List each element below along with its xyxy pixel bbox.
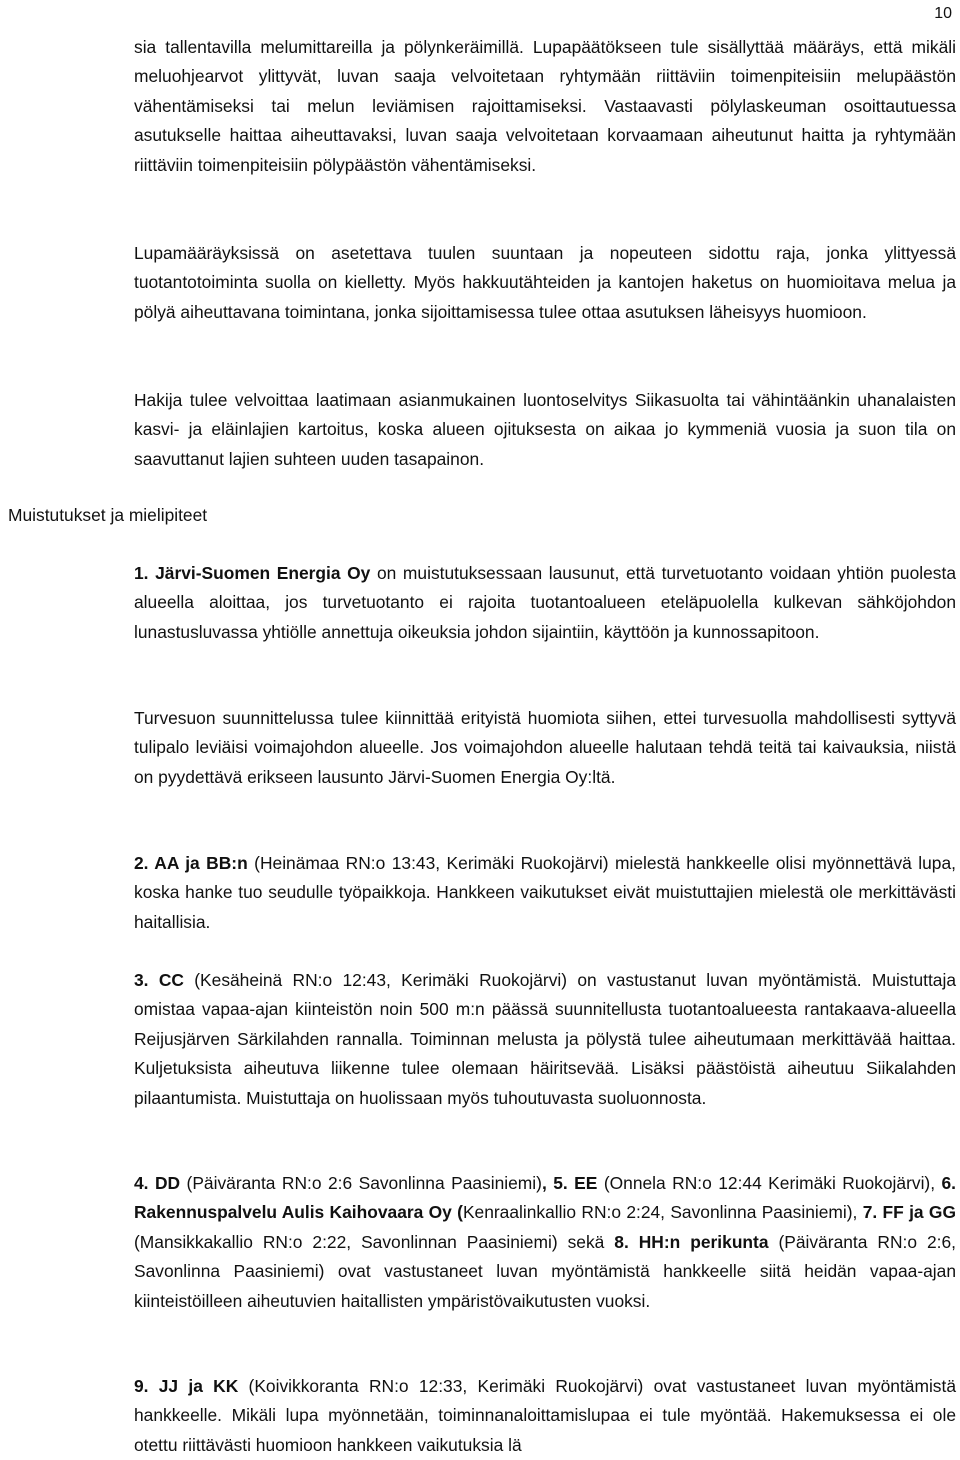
- objection-1-continued: [134, 704, 956, 792]
- objector-name-5: , 5. EE: [541, 1173, 598, 1193]
- objector-name: 9. JJ ja KK: [134, 1376, 239, 1396]
- objection-text: Kenraalinkallio RN:o 2:24, Savonlinna Paasiniemi),: [462, 1202, 863, 1223]
- objection-text: (Koivikkoranta RN:o 12:33, Kerimäki Ruokojärvi) ovat vastustaneet luvan myöntämistä hankkeelle. Mikäli lupa myönnetään, toiminnanaloittamislupaa ei tule myöntää. Hakemuksessa ei ole otettu riittävästi huomioon hankkeen vaikutuksia lä: [134, 1376, 957, 1455]
- paragraph-text: Hakija tulee velvoittaa laatimaan asianmukainen luontoselvitys Siikasuolta tai vähintäänkin uhanalaisten kasvi- ja eläinlajien kartoitus, koska alueen ojituksesta on aikaa jo kymmeniä vuosia ja suon tila on saavuttanut lajien suhteen uuden tasapainon.: [134, 390, 956, 469]
- objector-name: 2. AA ja BB:n: [134, 853, 248, 873]
- objection-text: (Onnela RN:o 12:44 Kerimäki Ruokojärvi),: [597, 1173, 942, 1193]
- paragraph-text: Lupamääräyksissä on asetettava tuulen suuntaan ja nopeuteen sidottu raja, jonka ylittyessä tuotantotoiminta suolla on kielletty. Myös hakkuutähteiden ja kantojen haketus on huomioitava melua ja pölyä aiheuttavana toimintana, jonka sijoittamisessa tulee ottaa asutuksen läheisyys huomioon.: [134, 243, 956, 322]
- objection-text: (Heinämaa RN:o 13:43, Kerimäki Ruokojärvi) mielestä hankkeelle olisi myönnettävä lupa, koska hanke tuo seudulle työpaikkoja. Hankkeen vaikutukset eivät muistuttajien mielestä ole merkittävästi haitallisia.: [134, 853, 956, 932]
- objector-name-7: 7. FF ja GG: [862, 1202, 956, 1223]
- paragraph-text: Turvesuon suunnittelussa tulee kiinnittää erityistä huomiota siihen, ettei turvesuolla mahdollisesti syttyvä tulipalo leviäisi voimajohdon alueelle. Jos voimajohdon alueelle halutaan tehdä teitä tai kaivauksia, niistä on pyydettävä erikseen lausunto Järvi-Suomen Energia Oy:ltä.: [134, 708, 956, 787]
- objector-name-8: 8. HH:n perikunta: [614, 1231, 769, 1252]
- objection-text: (Kesäheinä RN:o 12:43, Kerimäki Ruokojärvi) on vastustanut luvan myöntämistä. Muistuttaja omistaa vapaa-ajan kiinteistön noin 500 m:n päässä suunnitellusta tuotantoalueesta rantakaava-alueella Reijusjärven Särkilahden rannalla. Toiminnan melusta ja pölystä tulee aiheutumaan merkittävää haittaa. Kuljetuksista aiheutuva liikenne tulee olemaan häiritsevää. Lisäksi päästöistä aiheutuu Siikalahden pilaantumista. Muistuttaja on huolissaan myös tuhoutuvasta suoluonnosta.: [134, 970, 956, 1108]
- paragraph-text: [134, 966, 956, 1113]
- section-heading-muistutukset: Muistutukset ja mielipiteet: [8, 505, 208, 525]
- objection-9: [134, 1372, 956, 1460]
- objector-name: 1. Järvi-Suomen Energia Oy: [134, 563, 371, 583]
- intro-paragraph-2: [134, 239, 956, 327]
- intro-paragraph-3: [134, 386, 956, 474]
- objector-name: 3. CC: [134, 970, 184, 990]
- intro-paragraph-1: [134, 33, 956, 180]
- paragraph-text: [134, 849, 956, 937]
- objection-1: [134, 559, 956, 647]
- paragraph-text: [134, 559, 956, 647]
- paragraph-text: [134, 1169, 956, 1316]
- objection-text: (Päiväranta RN:o 2:6, Savonlinna Paasiniemi) ovat vastustaneet luvan myöntämistä hankkeelle siitä heidän vapaa-ajan kiinteistöilleen aiheutuvien haitallisten ympäristövaikutusten vuoksi.: [134, 1231, 956, 1311]
- paragraph-text: [134, 1372, 956, 1460]
- objection-text: on muistutuksessaan lausunut, että turvetuotanto voidaan yhtiön puolesta alueella aloittaa, jos turvetuotanto ei rajoita tuotantoalueen eteläpuolella kulkevan sähköjohdon lunastusluvassa yhtiölle annettuja oikeuksia johdon sijaintiin, käyttöön ja kunnossapitoon.: [134, 563, 957, 642]
- objector-name-4: 4. DD: [134, 1173, 181, 1193]
- page-number: 10: [934, 5, 952, 22]
- objector-name-6: 6. Rakennuspalvelu Aulis Kaihovaara Oy (: [134, 1173, 957, 1223]
- objection-2: [134, 849, 956, 937]
- objection-text: (Päiväranta RN:o 2:6 Savonlinna Paasiniemi): [180, 1173, 542, 1193]
- objections-4-8: [134, 1169, 956, 1316]
- objection-text: (Mansikkakallio RN:o 2:22, Savonlinnan Paasiniemi) sekä: [134, 1231, 615, 1252]
- objection-3: [134, 966, 956, 1113]
- paragraph-text: sia tallentavilla melumittareilla ja pölynkeräimillä. Lupapäätökseen tule sisällyttää määräys, että mikäli meluohjearvot ylittyvät, luvan saaja velvoitetaan ryhtymään riittäviin toimenpiteisiin melupäästön vähentämiseksi tai melun leviämisen rajoittamiseksi. Vastaavasti pölylaskeuman osoittautuessa asutukselle haittaa aiheuttavaksi, luvan saaja velvoitetaan korvaamaan aiheutunut haitta ja ryhtymään riittäviin toimenpiteisiin pölypäästön vähentämiseksi.: [134, 37, 956, 175]
